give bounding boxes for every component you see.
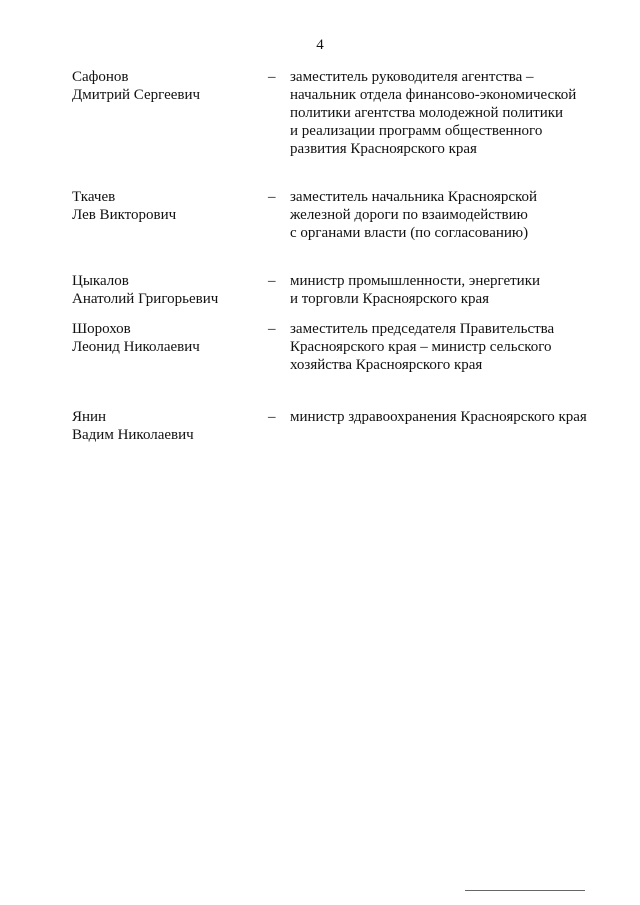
member-name — [72, 320, 262, 356]
member-surname: Шорохов — [72, 321, 131, 337]
role-line: с органами власти (по согласованию) — [290, 225, 529, 241]
page-number: 4 — [316, 37, 324, 53]
member-name — [72, 272, 262, 308]
separator-dash: – — [268, 409, 276, 425]
role-line: начальник отдела финансово-экономической — [290, 87, 577, 103]
member-name — [72, 188, 262, 224]
member-given-names: Дмитрий Сергеевич — [72, 87, 201, 103]
member-entry-shorokhov — [72, 320, 612, 374]
separator-dash: – — [268, 273, 276, 289]
member-list — [72, 68, 612, 444]
role-line: политики агентства молодежной политики — [290, 105, 564, 121]
role-line: развития Красноярского края — [290, 141, 477, 157]
role-line: министр промышленности, энергетики — [290, 273, 541, 289]
member-given-names: Анатолий Григорьевич — [72, 291, 219, 307]
member-surname: Цыкалов — [72, 273, 129, 289]
member-surname: Сафонов — [72, 69, 129, 85]
member-entry-yanin — [72, 408, 612, 444]
role-line: заместитель руководителя агентства – — [290, 69, 534, 85]
member-given-names: Вадим Николаевич — [72, 427, 194, 443]
role-line: железной дороги по взаимодействию — [290, 207, 528, 223]
member-role — [290, 68, 620, 158]
member-surname: Ткачев — [72, 189, 116, 205]
member-name — [72, 408, 262, 444]
member-name — [72, 68, 262, 104]
role-line: заместитель председателя Правительства — [290, 321, 555, 337]
member-role — [290, 188, 620, 242]
role-line: хозяйства Красноярского края — [290, 357, 483, 373]
role-line: Красноярского края – министр сельского — [290, 339, 552, 355]
member-given-names: Леонид Николаевич — [72, 339, 200, 355]
member-entry-safonov — [72, 68, 612, 158]
member-role — [290, 320, 620, 374]
role-line: министр здравоохранения Красноярского края — [290, 409, 587, 425]
scan-edge-line — [465, 890, 585, 891]
separator-dash: – — [268, 321, 276, 337]
role-line: заместитель начальника Красноярской — [290, 189, 538, 205]
role-line: и реализации программ общественного — [290, 123, 543, 139]
member-role — [290, 272, 620, 308]
member-entry-tsykalov — [72, 272, 612, 308]
member-entry-tkachev — [72, 188, 612, 242]
member-surname: Янин — [72, 409, 107, 425]
member-given-names: Лев Викторович — [72, 207, 177, 223]
role-line: и торговли Красноярского края — [290, 291, 490, 307]
separator-dash: – — [268, 69, 276, 85]
member-role — [290, 408, 620, 426]
separator-dash: – — [268, 189, 276, 205]
